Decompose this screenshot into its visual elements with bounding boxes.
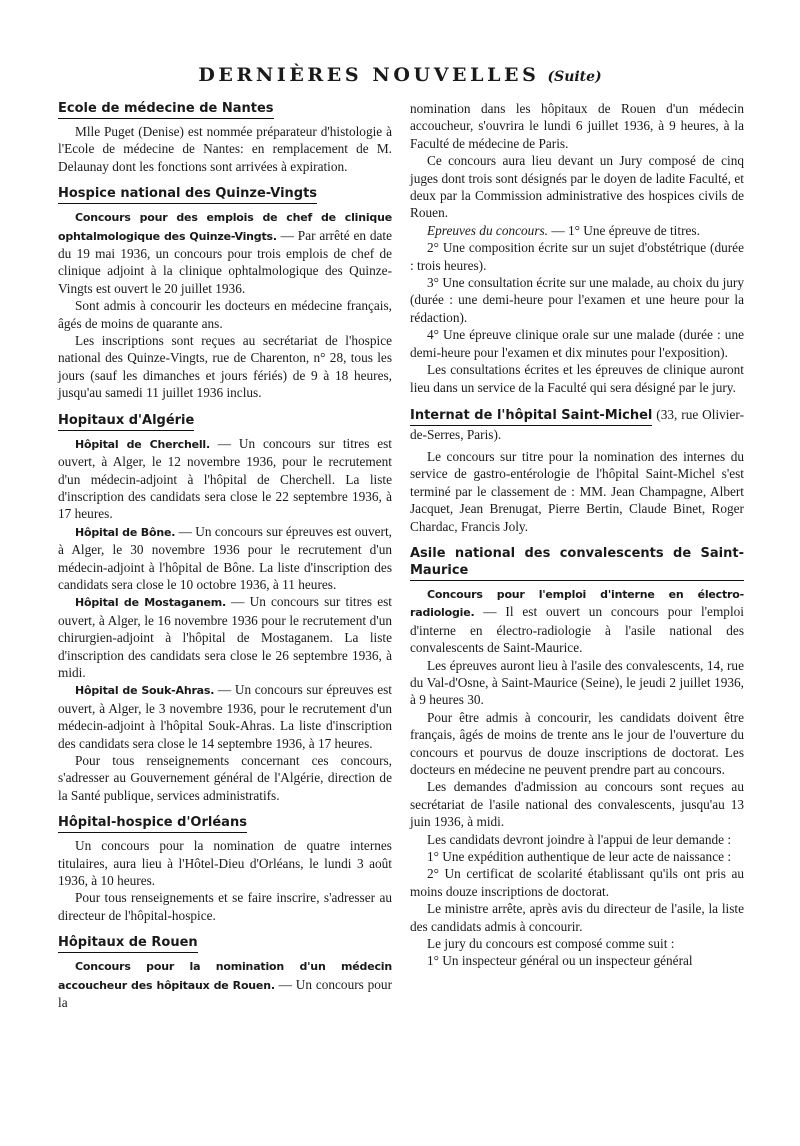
masthead-suite: (Suite) bbox=[547, 69, 602, 85]
subheading: Hôpital de Cherchell. bbox=[75, 437, 210, 451]
section-heading: Hôpitaux de Rouen bbox=[58, 934, 392, 953]
section-heading: Hospice national des Quinze-Vingts bbox=[58, 185, 392, 204]
section-orleans bbox=[58, 814, 392, 924]
section-heading: Ecole de médecine de Nantes bbox=[58, 100, 392, 119]
paragraph: Concours pour des emplois de chef de clinique ophtalmologique des Quinze-Vingts. — Par arrêté en date du 19 mai 1936, un concours pour trois emplois de chef de clinique adjoint à la clinique ophtalmologique des Quinze-Vingts est ouvert le 20 juillet 1936. bbox=[58, 211, 392, 296]
paragraph: 1° Une expédition authentique de leur acte de naissance : bbox=[427, 849, 732, 865]
right-column bbox=[410, 100, 744, 980]
subheading: Concours pour l'emploi d'interne en électro-radiologie. bbox=[410, 587, 744, 620]
paragraph: Concours pour la nomination d'un médecin accoucheur des hôpitaux de Rouen. — Un concours pour la bbox=[58, 960, 393, 1011]
paragraph: Hôpital de Cherchell. — Un concours sur titres est ouvert, à Alger, le 12 novembre 1936, pour le recrutement d'un médecin-adjoint à l'hôpital de Cherchell. La liste d'inscription des candidats sera close le 22 septembre 1936, à 17 heures. bbox=[58, 435, 392, 522]
paragraph: Le concours sur titre pour la nomination des internes du service de gastro-entérologie de l'hôpital Saint-Michel s'est terminé par le classement de : MM. Jean Champagne, Albert Jacquet, Jean Brenugat, Pierre Bertin, Claude Binet, Roger Chardac, Francis Joly. bbox=[410, 448, 744, 534]
section-heading: Asile national des convalescents de Saint-Maurice bbox=[410, 545, 744, 581]
paragraph: Le jury du concours est composé comme suit : bbox=[427, 936, 675, 952]
paragraph: Les consultations écrites et les épreuves de clinique auront lieu dans un service de la Faculté qui sera désigné par le jury. bbox=[410, 362, 744, 395]
paragraph: Les inscriptions sont reçues au secrétariat de l'hospice national des Quinze-Vingts, rue de Charenton, n° 28, tous les jours (sauf les dimanches et jours fériés) de 9 à 18 heures, jusqu'au samedi 11 juillet 1936 inclus. bbox=[58, 333, 392, 401]
section-saint-michel bbox=[410, 406, 744, 535]
paragraph: Hôpital de Souk-Ahras. — Un concours sur épreuves est ouvert, à Alger, le 3 novembre 1936, pour le recrutement d'un médecin-adjoint à l'hôpital Souk-Ahras. La liste d'inscription des candidats sera close le 14 septembre 1936, à 17 heures. bbox=[58, 682, 392, 751]
paragraph: 2° Une composition écrite sur un sujet d'obstétrique (durée : trois heures). bbox=[410, 240, 744, 273]
paragraph: Epreuves du concours. — 1° Une épreuve de titres. bbox=[427, 222, 700, 238]
subheading: Hôpital de Mostaganem. bbox=[75, 596, 227, 610]
paragraph: Ce concours aura lieu devant un Jury composé de cinq juges dont trois sont désignés par le doyen de ladite Faculté, et deux par la Commission administrative des hospices civils de Rouen. bbox=[410, 153, 744, 221]
epreuves-label: Epreuves du concours. bbox=[427, 222, 548, 238]
section-asile bbox=[410, 545, 744, 970]
paragraph: Hôpital de Mostaganem. — Un concours sur titres est ouvert, à Alger, le 16 novembre 1936 pour le recrutement d'un chirurgien-adjoint à l'hôpital de Mostaganem. La liste d'inscription des candidats sera close le 26 septembre 1936, à midi. bbox=[58, 594, 392, 680]
paragraph: Concours pour l'emploi d'interne en électro-radiologie. — Il est ouvert un concours pour l'emploi d'interne en électro-radiologie à l'asile national des convalescents de Saint-Maurice. bbox=[410, 587, 744, 656]
section-heading: Hopitaux d'Algérie bbox=[58, 412, 392, 431]
subheading: Hôpital de Souk-Ahras. bbox=[75, 684, 215, 698]
left-column bbox=[58, 100, 392, 1021]
paragraph: Sont admis à concourir les docteurs en médecine français, âgés de moins de quarante ans. bbox=[58, 298, 392, 331]
subheading: Hôpital de Bône. bbox=[75, 525, 176, 539]
section-nantes bbox=[58, 100, 392, 175]
section-rouen bbox=[58, 934, 392, 1011]
paragraph: Hôpital de Bône. — Un concours sur épreuves est ouvert, à Alger, le 30 novembre 1936 pour le recrutement d'un médecin-adjoint à l'hôpital de Bône. La liste d'inscription des candidats sera close le 10 octobre 1936, à 11 heures. bbox=[58, 523, 392, 592]
paragraph: Le ministre arrête, après avis du directeur de l'asile, la liste des candidats admis à concourir. bbox=[410, 901, 744, 934]
paragraph: Pour tous renseignements concernant ces concours, s'adresser au Gouvernement général de l'Algérie, direction de la Santé publique, services administratifs. bbox=[58, 753, 392, 803]
paragraph: Les demandes d'admission au concours sont reçues au secrétariat de l'asile national des convalescents, jusqu'au 13 juin 1936, à midi. bbox=[410, 779, 744, 830]
section-quinze-vingts bbox=[58, 185, 392, 401]
paragraph: Mlle Puget (Denise) est nommée préparateur d'histologie à l'Ecole de médecine de Nantes: en remplacement de M. Delaunay dont les fonctions sont arrivées à expiration. bbox=[58, 124, 392, 174]
paragraph: 3° Une consultation écrite sur une malade, au choix du jury (durée : une demi-heure pour l'examen et une heure pour la rédaction). bbox=[410, 275, 744, 325]
section-algerie bbox=[58, 412, 392, 805]
subheading: Concours pour des emplois de chef de clinique ophtalmologique des Quinze-Vingts. bbox=[58, 211, 392, 243]
address: (33, rue Olivier-de-Serres, Paris). bbox=[410, 406, 744, 442]
subheading: Concours pour la nomination d'un médecin accoucheur des hôpitaux de Rouen. bbox=[58, 960, 392, 992]
paragraph: Pour tous renseignements et se faire inscrire, s'adresser au directeur de l'hôpital-hospice. bbox=[58, 890, 392, 923]
paragraph: 1° Un inspecteur général ou un inspecteur général bbox=[427, 953, 693, 969]
section-heading: Internat de l'hôpital Saint-Michel (33, rue Olivier-de-Serres, Paris). bbox=[410, 406, 744, 442]
paragraph: Un concours pour la nomination de quatre internes titulaires, aura lieu à l'Hôtel-Dieu d'Orléans, le lundi 3 août 1936, à 10 heures. bbox=[58, 838, 392, 889]
masthead-title: DERNIÈRES NOUVELLES bbox=[198, 64, 540, 86]
section-rouen-continued bbox=[410, 100, 744, 396]
paragraph: 4° Une épreuve clinique orale sur une malade (durée : une demi-heure pour l'examen et dix minutes pour l'exposition). bbox=[410, 327, 744, 360]
paragraph: 2° Un certificat de scolarité établissant qu'ils ont pris au moins douze inscriptions de doctorat. bbox=[410, 866, 744, 899]
paragraph: Pour être admis à concourir, les candidats doivent être français, âgés de moins de trente ans le jour de l'ouverture du concours et pourvus de douze inscriptions de doctorat. Les docteurs en médecine ne peuvent prendre part au concours. bbox=[410, 709, 744, 777]
paragraph: Les épreuves auront lieu à l'asile des convalescents, 14, rue du Val-d'Osne, à Saint-Maurice (Seine), le jeudi 2 juillet 1936, à 9 heures 30. bbox=[410, 657, 744, 708]
paragraph: Les candidats devront joindre à l'appui de leur demande : bbox=[427, 831, 732, 847]
masthead bbox=[0, 64, 800, 86]
paragraph: nomination dans les hôpitaux de Rouen d'un médecin accoucheur, s'ouvrira le lundi 6 juillet 1936, à 9 heures, à la Faculté de médecine de Paris. bbox=[410, 101, 744, 151]
section-heading: Hôpital-hospice d'Orléans bbox=[58, 814, 392, 833]
